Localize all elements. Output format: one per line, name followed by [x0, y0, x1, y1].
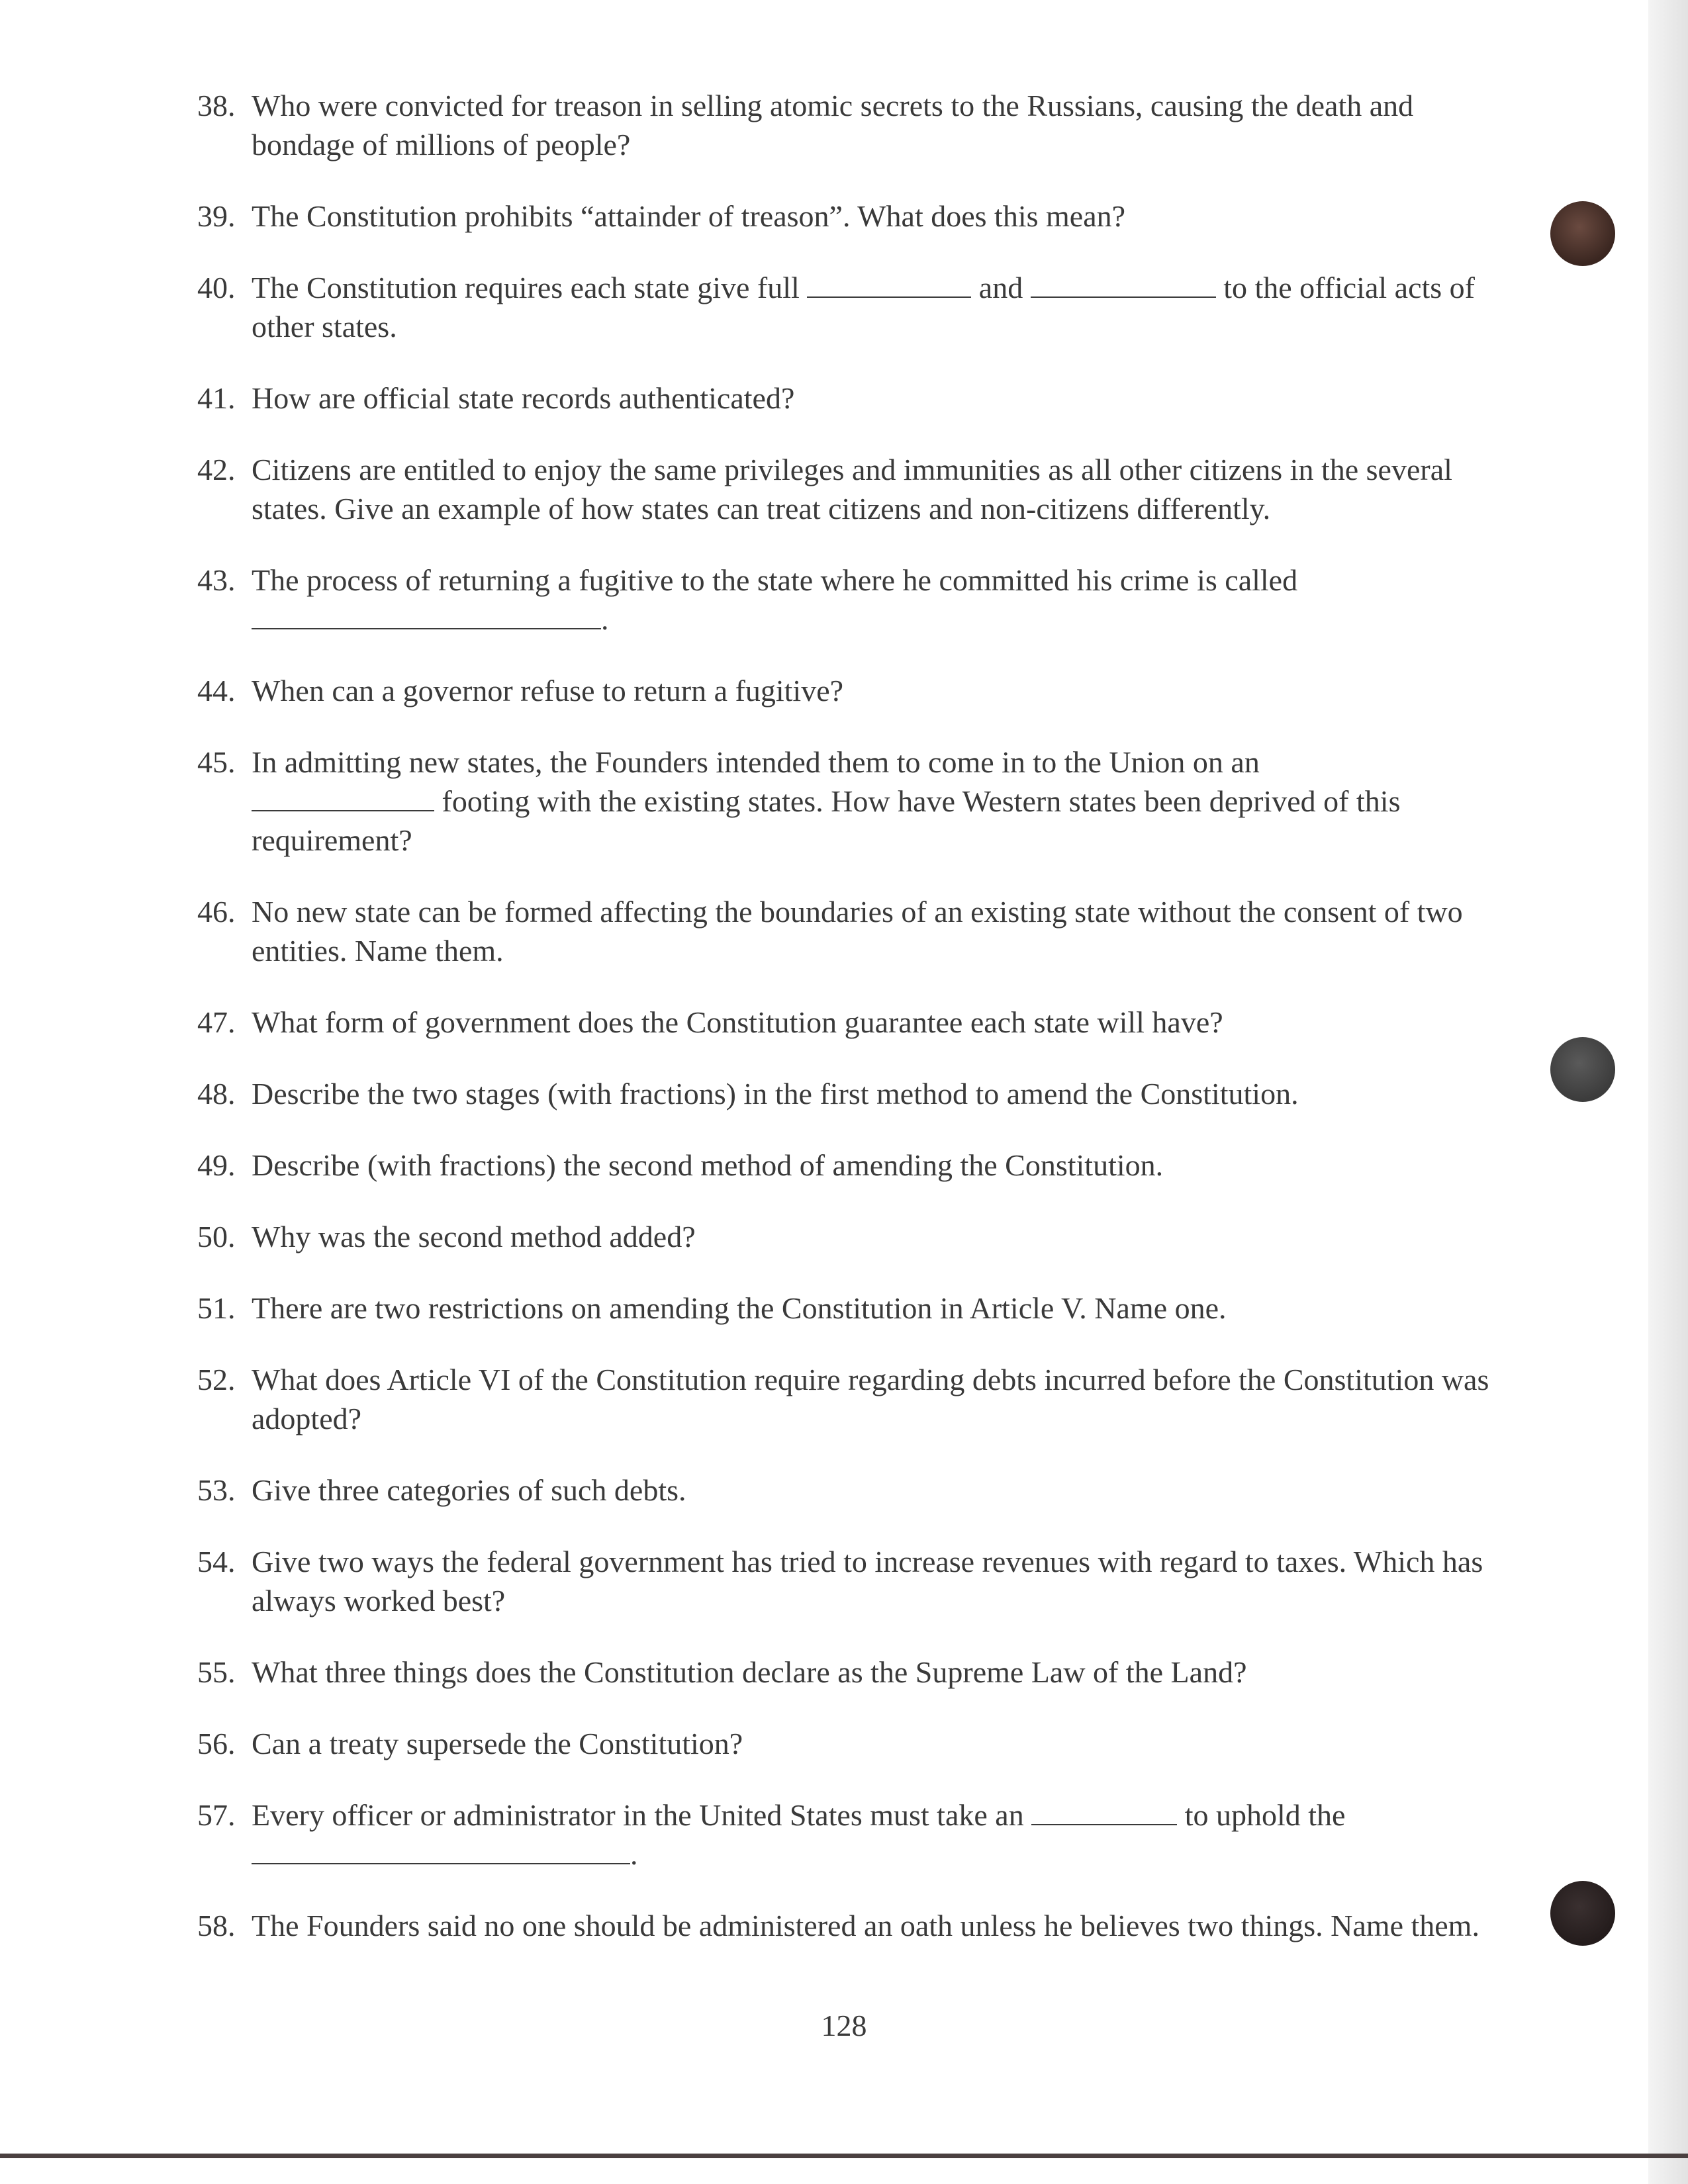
question-number: 56. [197, 1727, 236, 1760]
question-text: Describe (with fractions) the second method of amending the Constitution. [252, 1148, 1164, 1182]
question-list [197, 86, 1495, 1978]
answer-blank [252, 1835, 630, 1864]
question-text: The Founders said no one should be administered an oath unless he believes two things. Name them. [252, 1909, 1479, 1942]
answer-blank [807, 269, 971, 298]
binder-hole [1550, 1881, 1615, 1946]
question-51 [197, 1289, 1495, 1328]
question-text: What does Article VI of the Constitution require regarding debts incurred before the Constitution was adopted? [252, 1363, 1489, 1435]
question-text-part: to the official acts of other states. [252, 271, 1475, 343]
binder-hole [1550, 201, 1615, 266]
question-44 [197, 671, 1495, 710]
question-text: What three things does the Constitution declare as the Supreme Law of the Land? [252, 1655, 1247, 1689]
question-49 [197, 1146, 1495, 1185]
question-text-part: The process of returning a fugitive to the state where he committed his crime is called [252, 563, 1298, 597]
question-text-part: In admitting new states, the Founders intended them to come in to the Union on an [252, 745, 1260, 779]
question-45 [197, 743, 1495, 860]
question-number: 58. [197, 1909, 236, 1942]
question-number: 41. [197, 381, 236, 415]
question-number: 54. [197, 1545, 236, 1578]
question-55 [197, 1653, 1495, 1692]
question-number: 55. [197, 1655, 236, 1689]
answer-blank [1031, 269, 1216, 298]
question-number: 40. [197, 271, 236, 304]
scan-edge-shadow [1648, 0, 1688, 2184]
question-number: 50. [197, 1220, 236, 1253]
question-text: Why was the second method added? [252, 1220, 696, 1253]
question-number: 45. [197, 745, 236, 779]
question-number: 42. [197, 453, 236, 486]
question-text: There are two restrictions on amending the Constitution in Article V. Name one. [252, 1291, 1227, 1325]
question-number: 44. [197, 674, 236, 707]
question-text: What form of government does the Constitution guarantee each state will have? [252, 1005, 1223, 1039]
question-text-part: The Constitution requires each state give full [252, 271, 800, 304]
question-53 [197, 1471, 1495, 1510]
question-number: 57. [197, 1798, 236, 1832]
question-57 [197, 1796, 1495, 1874]
question-text-part: footing with the existing states. How have Western states been deprived of this requirement? [252, 784, 1401, 857]
question-52 [197, 1360, 1495, 1438]
question-number: 52. [197, 1363, 236, 1396]
question-46 [197, 892, 1495, 970]
question-47 [197, 1003, 1495, 1042]
question-text-part: and [978, 271, 1023, 304]
question-text: Give three categories of such debts. [252, 1473, 686, 1507]
question-text: How are official state records authenticated? [252, 381, 795, 415]
question-text: Citizens are entitled to enjoy the same privileges and immunities as all other citizens in the several states. Give an example of how states can treat citizens and non-citizens differently. [252, 453, 1452, 525]
question-43 [197, 561, 1495, 639]
question-number: 43. [197, 563, 236, 597]
question-50 [197, 1217, 1495, 1256]
question-54 [197, 1542, 1495, 1620]
question-text: Give two ways the federal government has tried to increase revenues with regard to taxes. Which has always worked best? [252, 1545, 1483, 1617]
question-number: 51. [197, 1291, 236, 1325]
answer-blank [1031, 1796, 1177, 1825]
question-number: 39. [197, 199, 236, 233]
question-number: 48. [197, 1077, 236, 1111]
question-text: Can a treaty supersede the Constitution? [252, 1727, 743, 1760]
question-39 [197, 197, 1495, 236]
question-42 [197, 450, 1495, 528]
question-number: 46. [197, 895, 236, 929]
question-text: Describe the two stages (with fractions) in the first method to amend the Constitution. [252, 1077, 1299, 1111]
bottom-rule [0, 2154, 1688, 2158]
question-number: 49. [197, 1148, 236, 1182]
answer-blank [252, 782, 434, 811]
question-38 [197, 86, 1495, 164]
question-40 [197, 268, 1495, 346]
question-58 [197, 1906, 1495, 1945]
question-text: When can a governor refuse to return a fugitive? [252, 674, 844, 707]
question-41 [197, 379, 1495, 418]
question-text: Who were convicted for treason in selling atomic secrets to the Russians, causing the death and bondage of millions of people? [252, 89, 1414, 161]
page-number: 128 [821, 2009, 867, 2042]
question-number: 53. [197, 1473, 236, 1507]
binder-hole [1550, 1037, 1615, 1102]
question-number: 38. [197, 89, 236, 122]
answer-blank [252, 600, 601, 629]
question-text: No new state can be formed affecting the boundaries of an existing state without the consent of two entities. Name them. [252, 895, 1463, 968]
question-number: 47. [197, 1005, 236, 1039]
question-text-part: . [601, 602, 609, 636]
question-56 [197, 1724, 1495, 1763]
question-48 [197, 1074, 1495, 1113]
question-text-part: . [630, 1837, 638, 1871]
question-text-part: Every officer or administrator in the United States must take an [252, 1798, 1024, 1832]
question-text-part: to uphold the [1184, 1798, 1346, 1832]
question-text: The Constitution prohibits “attainder of treason”. What does this mean? [252, 199, 1126, 233]
